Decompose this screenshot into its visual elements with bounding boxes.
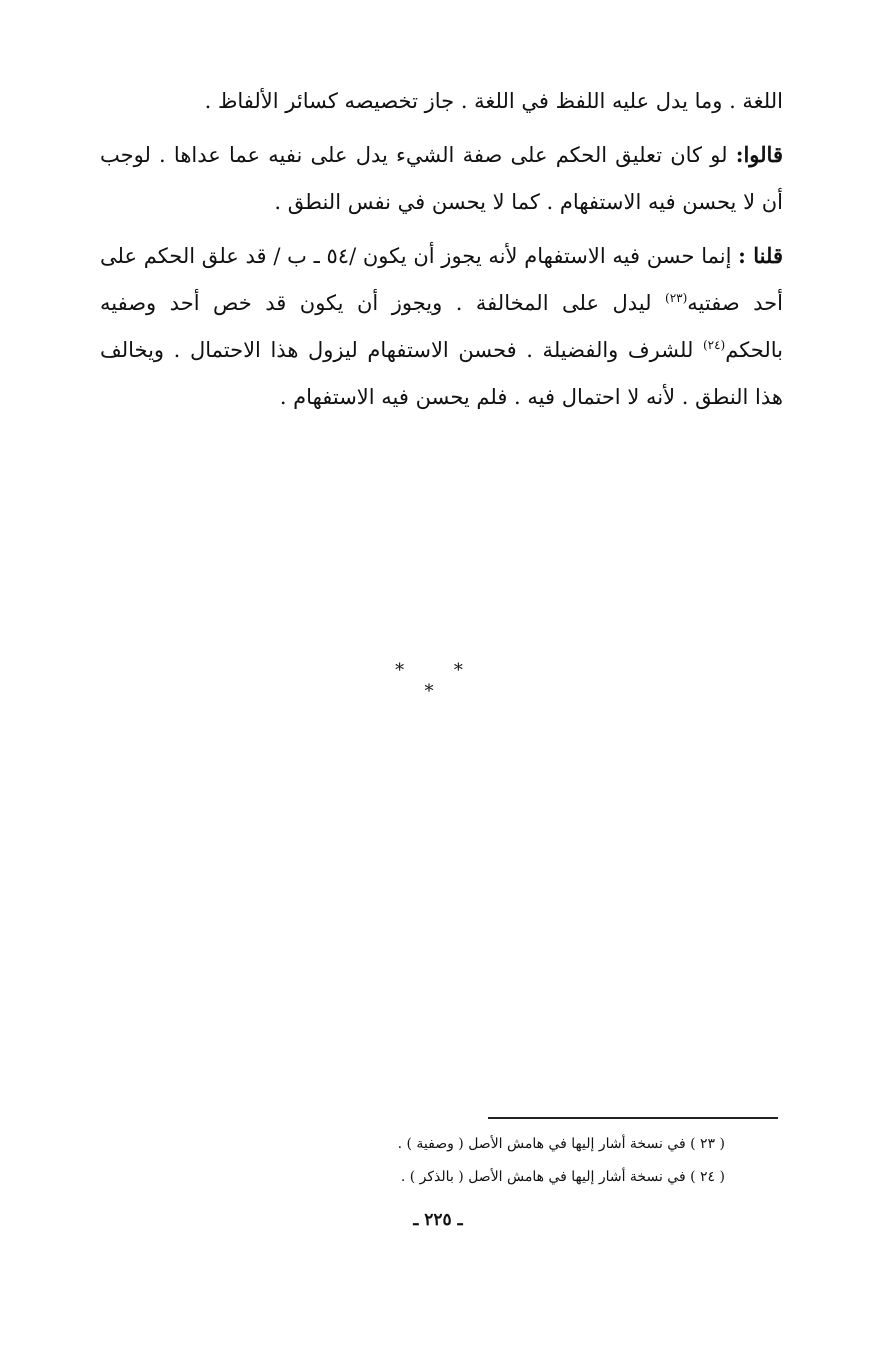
footnote-24: ( ٢٤ ) في نسخة أشار إليها في هامش الأصل ( بالذكر ) . bbox=[400, 1169, 725, 1185]
paragraph-3 bbox=[100, 232, 783, 421]
paragraph-2-text: لو كان تعليق الحكم على صفة الشيء يدل على نفيه عما عداها . لوجب أن لا يحسن فيه الاستفهام . كما لا يحسن في نفس النطق . bbox=[100, 143, 783, 214]
paragraph-2-lead: قالوا: bbox=[735, 142, 783, 167]
paragraph-1 bbox=[100, 78, 783, 125]
section-separator: * * * bbox=[395, 660, 485, 702]
paragraph-3-text-c: للشرف والفضيلة . فحسن الاستفهام ليزول هذا الاحتمال . ويخالف هذا النطق . لأنه لا احتمال فيه . فلم يحسن فيه الاستفهام . bbox=[100, 338, 783, 409]
main-text bbox=[100, 78, 783, 427]
footnote-divider bbox=[488, 1117, 778, 1119]
footnote-23: ( ٢٣ ) في نسخة أشار إليها في هامش الأصل ( وصفية ) . bbox=[397, 1136, 725, 1152]
paragraph-3-text-a: إنما حسن فيه الاستفهام لأنه يجوز أن يكون /٥٤ ـ ب / قد علق الحكم على أحد صفتيه bbox=[100, 244, 784, 315]
paragraph-3-lead: قلنا : bbox=[738, 243, 783, 268]
paragraph-3-text-b: ليدل على المخالفة . ويجوز أن يكون قد خص أحد وصفيه بالحكم bbox=[100, 291, 783, 362]
footnote-ref-23: (٢٣) bbox=[665, 291, 688, 305]
footnotes bbox=[380, 1128, 725, 1194]
paragraph-1-text: اللغة . وما يدل عليه اللفظ في اللغة . جاز تخصيصه كسائر الألفاظ . bbox=[204, 89, 783, 113]
footnote-ref-24: (٢٤) bbox=[702, 338, 726, 352]
page-number: ـ ٢٢٥ ـ bbox=[413, 1210, 463, 1230]
paragraph-2 bbox=[100, 131, 783, 226]
